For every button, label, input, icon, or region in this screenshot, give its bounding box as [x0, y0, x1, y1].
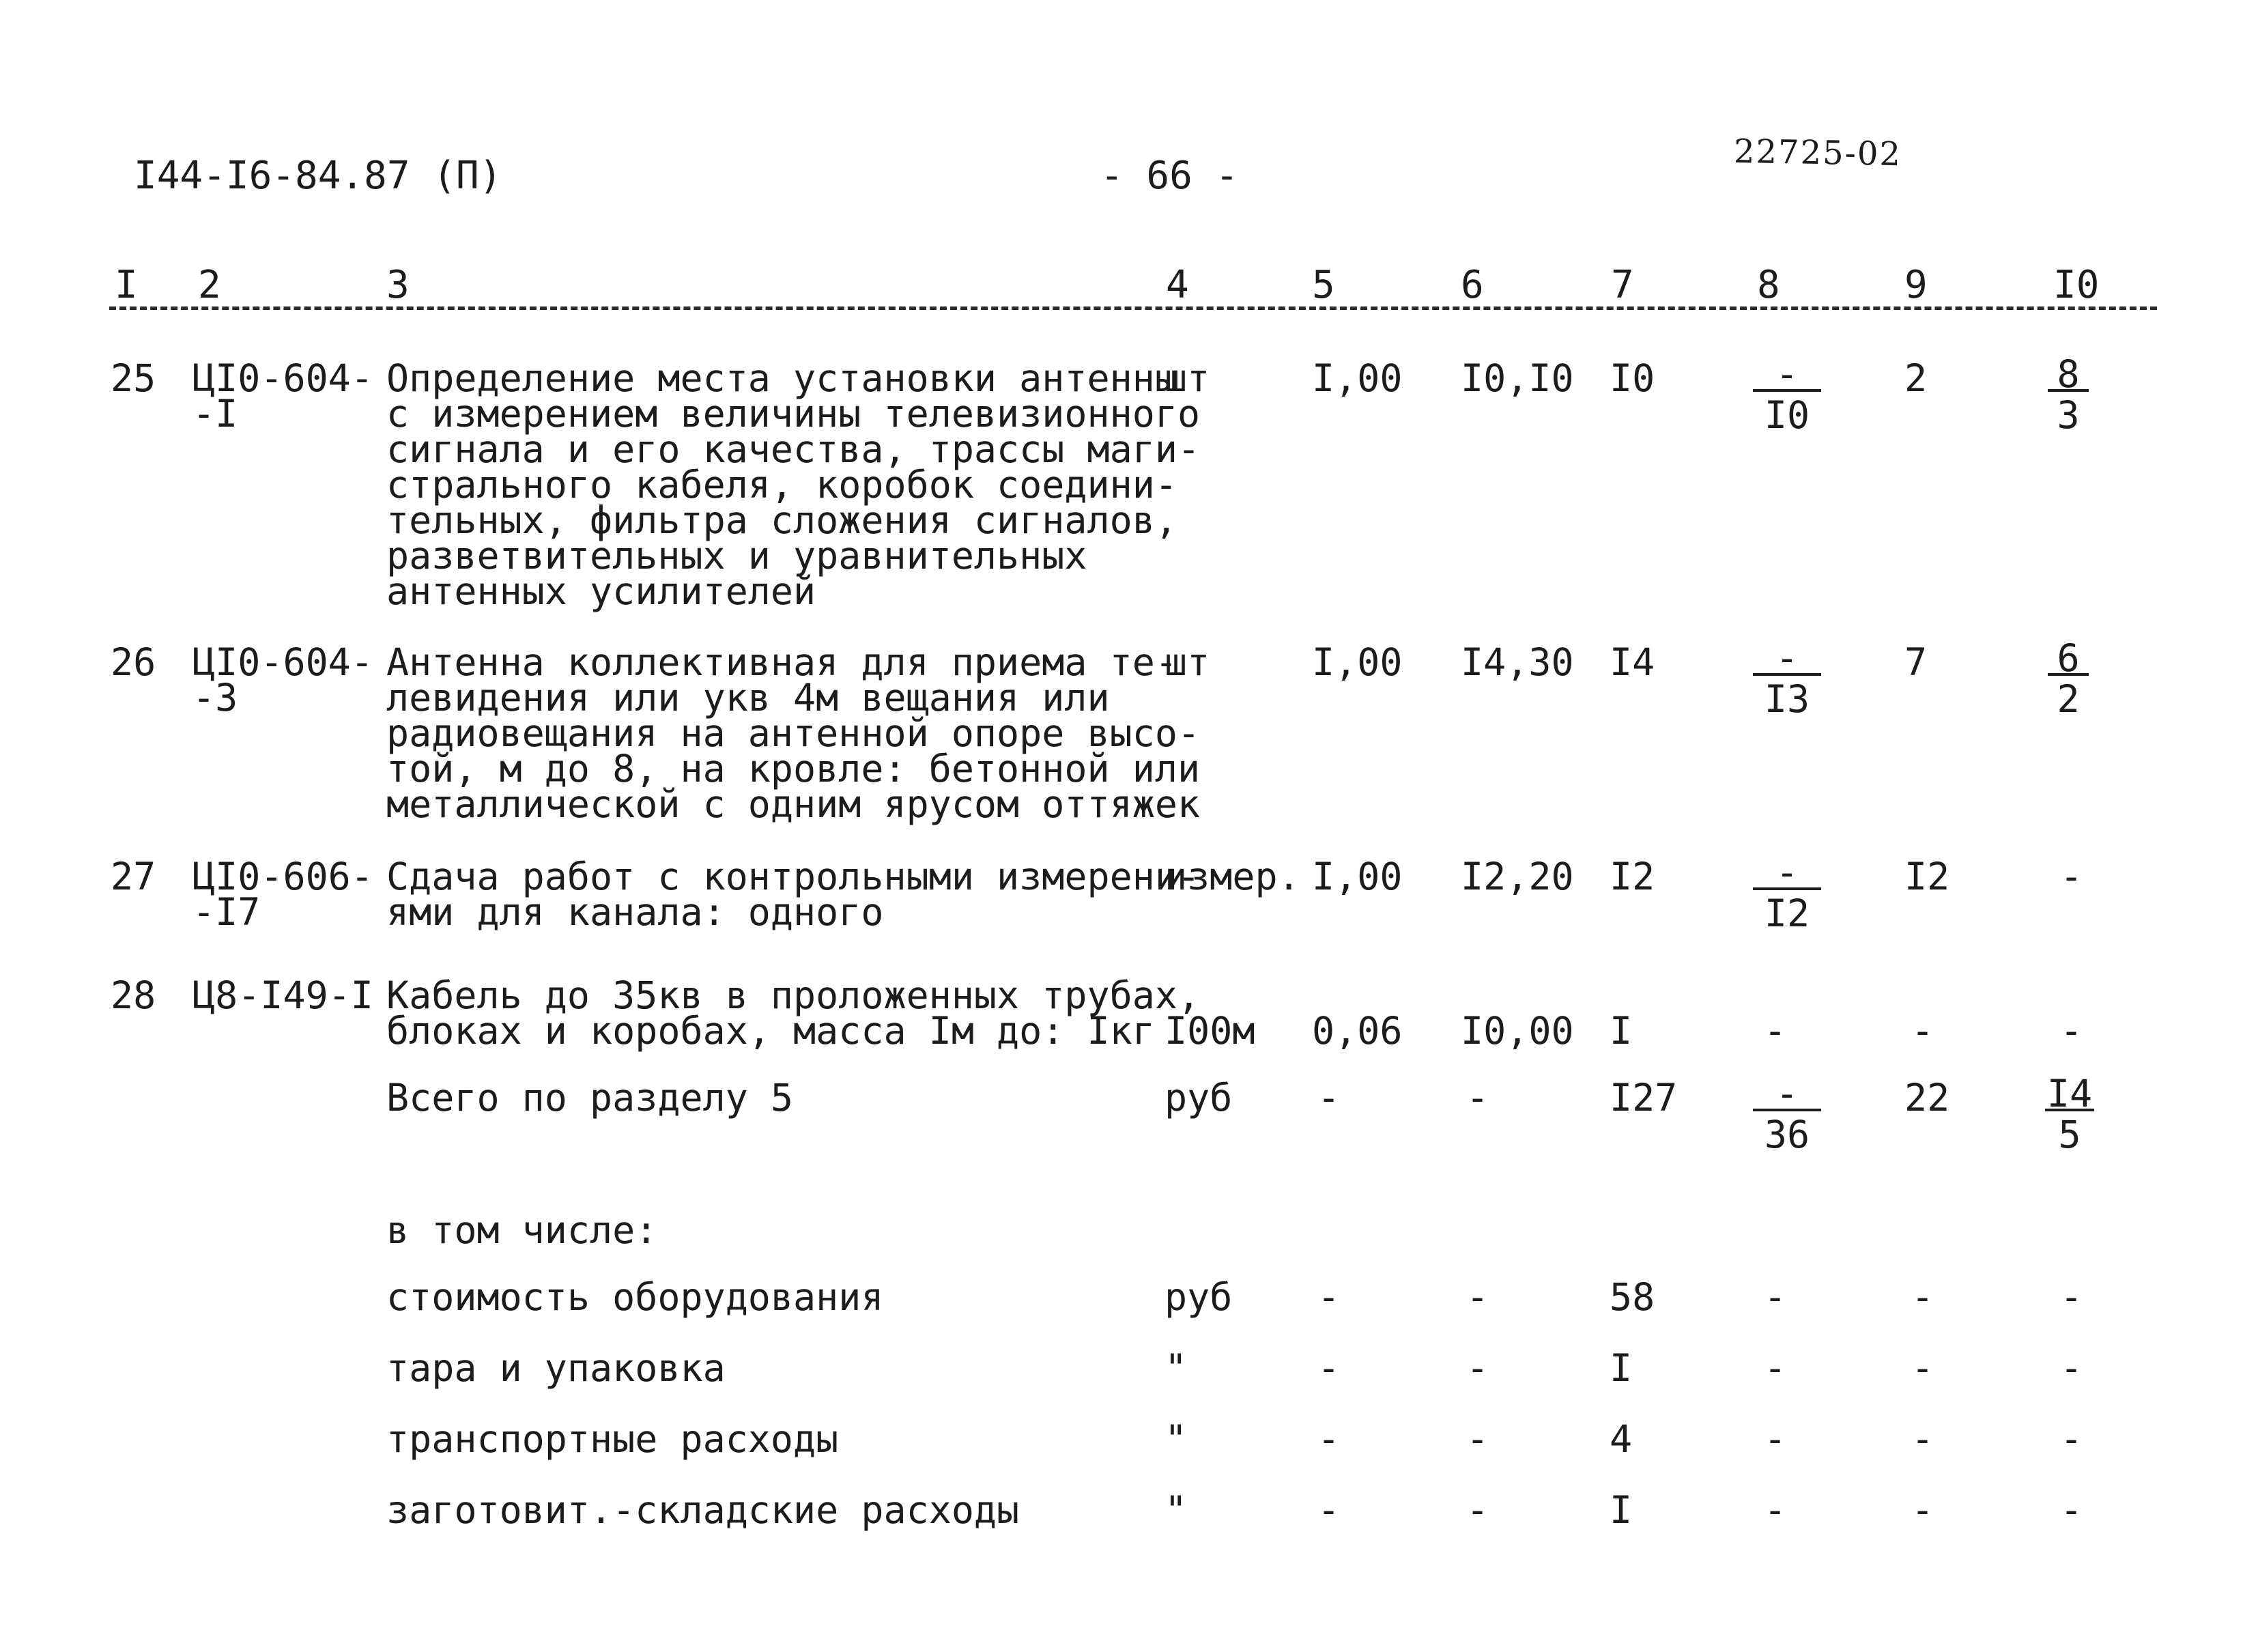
row-number: 25: [111, 356, 156, 400]
row-price: I2,20: [1461, 855, 1574, 898]
row-total: I4: [1610, 640, 1655, 684]
row-total: I2: [1610, 855, 1655, 898]
fraction-numerator: -: [1753, 1079, 1821, 1111]
col-header-2: 2: [198, 263, 221, 307]
row-code: ЦI0-606- -I7: [192, 855, 373, 934]
col10-fraction: [2048, 352, 2089, 437]
col9-value: 2: [1904, 356, 1928, 400]
fraction-denominator: I0: [1764, 393, 1810, 437]
col9-value: 7: [1904, 640, 1928, 684]
breakdown-unit: ": [1164, 1346, 1188, 1390]
breakdown-price: -: [1466, 1275, 1489, 1319]
row-quantity: I,00: [1312, 356, 1403, 400]
breakdown-label: тара и упаковка: [386, 1346, 726, 1390]
breakdown-quantity: -: [1317, 1417, 1341, 1461]
fraction-denominator: I2: [1764, 892, 1810, 935]
col8-value: -: [1764, 1417, 1787, 1461]
col10-fraction: [2048, 636, 2089, 721]
col-header-8: 8: [1757, 263, 1780, 307]
row-description: Кабель до 35кв в проложенных трубах, блоках и коробах, масса Iм до: Iкг: [386, 973, 1201, 1053]
col-header-3: 3: [386, 263, 410, 307]
breakdown-price: -: [1466, 1417, 1489, 1461]
col9-value: -: [1911, 1009, 1934, 1053]
col-header-10: I0: [2053, 263, 2100, 307]
fraction-denominator: I3: [1764, 677, 1810, 721]
row-description: Определение места установки антенны с измерением величины телевизионного сигнала и его качества, трассы маги- стрального кабеля, коробок соедини- тельных, фильтра сложения сигналов, разветвительных и уравнительных антенных усилителей: [386, 356, 1201, 613]
total-unit: руб: [1164, 1076, 1233, 1120]
fraction-numerator: I4: [2045, 1079, 2094, 1111]
fraction-numerator: 6: [2048, 643, 2089, 676]
page-number: - 66 -: [1100, 154, 1239, 198]
total-sum: I27: [1610, 1076, 1678, 1120]
col10-value: -: [2060, 1275, 2083, 1319]
col-header-5: 5: [1312, 263, 1335, 307]
col10-value: -: [2060, 1417, 2083, 1461]
row-total: I0: [1610, 356, 1655, 400]
col8-fraction: [1753, 636, 1821, 721]
col10-value: -: [2060, 1346, 2083, 1390]
breakdown-total: 4: [1610, 1417, 1633, 1461]
col-header-9: 9: [1904, 263, 1928, 307]
breakdown-label: стоимость оборудования: [386, 1275, 884, 1319]
row-description: Антенна коллективная для приема те- левидения или укв 4м вещания или радиовещания на антенной опоре высо- той, м до 8, на кровле: бетонной или металлической с одним ярусом оттяжек: [386, 640, 1201, 826]
col9-value: -: [1911, 1275, 1934, 1319]
row-unit: измер.: [1164, 855, 1300, 898]
breakdown-total: 58: [1610, 1275, 1655, 1319]
row-quantity: I,00: [1312, 640, 1403, 684]
breakdown-quantity: -: [1317, 1275, 1341, 1319]
col10-fraction: [2045, 1072, 2094, 1156]
row-unit: шт: [1164, 640, 1210, 684]
breakdown-label: заготовит.-складские расходы: [386, 1488, 1020, 1532]
row-description: Сдача работ с контрольными измерени- ями для канала: одного: [386, 855, 1201, 934]
col9-value: -: [1911, 1346, 1934, 1390]
col9-value: -: [1911, 1488, 1934, 1532]
fraction-numerator: -: [1753, 643, 1821, 676]
col9-value: -: [1911, 1417, 1934, 1461]
col-header-7: 7: [1611, 263, 1634, 307]
fraction-denominator: 2: [2057, 677, 2080, 721]
fraction-denominator: 36: [1764, 1113, 1810, 1156]
breakdown-price: -: [1466, 1488, 1489, 1532]
row-quantity: 0,06: [1312, 1009, 1403, 1053]
row-number: 27: [111, 855, 156, 898]
row-total: I: [1610, 1009, 1633, 1053]
row-price: I4,30: [1461, 640, 1574, 684]
breakdown-unit: руб: [1164, 1275, 1233, 1319]
breakdown-unit: ": [1164, 1417, 1188, 1461]
col8-value: -: [1764, 1009, 1787, 1053]
total-quantity: -: [1317, 1076, 1341, 1120]
fraction-numerator: 8: [2048, 359, 2089, 392]
row-code: ЦI0-604- -I: [192, 356, 373, 436]
archive-stamp: 22725-02: [1733, 132, 1902, 174]
fraction-numerator: -: [1753, 857, 1821, 890]
col9-value: 22: [1904, 1076, 1950, 1120]
fraction-denominator: 3: [2057, 393, 2080, 437]
row-unit: I00м: [1164, 1009, 1255, 1053]
breakdown-label: транспортные расходы: [386, 1417, 839, 1461]
col9-value: I2: [1904, 855, 1950, 898]
breakdown-total: I: [1610, 1346, 1633, 1390]
header-dashed-rule: [109, 307, 2157, 310]
row-number: 28: [111, 973, 156, 1017]
document-code: I44-I6-84.87 (П): [134, 154, 502, 198]
col-header-1: I: [115, 263, 138, 307]
fraction-denominator: 5: [2058, 1113, 2081, 1156]
including-label: в том числе:: [386, 1208, 658, 1252]
breakdown-price: -: [1466, 1346, 1489, 1390]
col10-value: -: [2060, 1009, 2083, 1053]
row-price: I0,00: [1461, 1009, 1574, 1053]
col10-value: -: [2060, 1488, 2083, 1532]
row-code: ЦI0-604- -3: [192, 640, 373, 720]
col8-value: -: [1764, 1275, 1787, 1319]
col-header-6: 6: [1461, 263, 1484, 307]
row-number: 26: [111, 640, 156, 684]
col8-value: -: [1764, 1346, 1787, 1390]
total-label: Всего по разделу 5: [386, 1076, 794, 1120]
row-unit: шт: [1164, 356, 1210, 400]
row-price: I0,I0: [1461, 356, 1574, 400]
col8-fraction: [1753, 851, 1821, 935]
total-price: -: [1466, 1076, 1489, 1120]
row-code: Ц8-I49-I: [192, 973, 373, 1017]
row-quantity: I,00: [1312, 855, 1403, 898]
fraction-numerator: -: [1753, 359, 1821, 392]
col8-fraction: [1753, 352, 1821, 437]
col-header-4: 4: [1166, 263, 1189, 307]
breakdown-total: I: [1610, 1488, 1633, 1532]
col10-value: -: [2060, 855, 2083, 898]
breakdown-unit: ": [1164, 1488, 1188, 1532]
breakdown-quantity: -: [1317, 1488, 1341, 1532]
col8-value: -: [1764, 1488, 1787, 1532]
breakdown-quantity: -: [1317, 1346, 1341, 1390]
col8-fraction: [1753, 1072, 1821, 1156]
